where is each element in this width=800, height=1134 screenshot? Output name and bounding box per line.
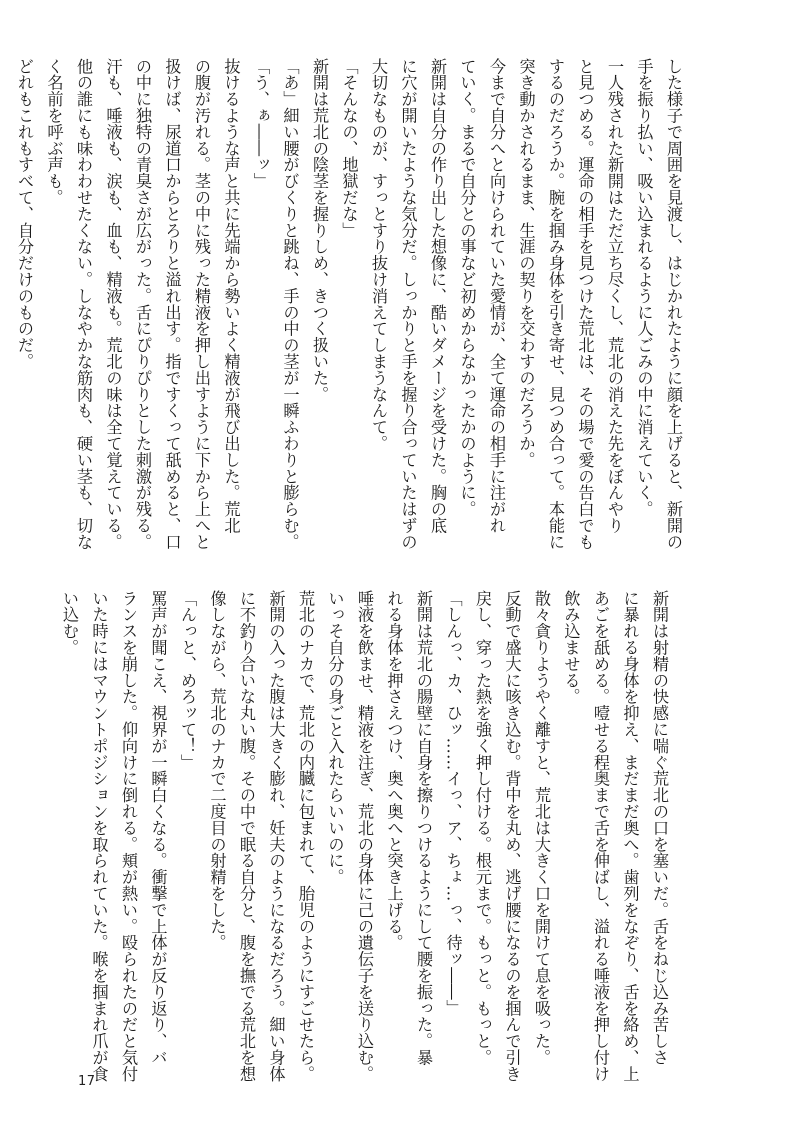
text-line: 新開は荒北の陰茎を握りしめ、きつく扱いた。 [310,58,329,403]
text-line: 新開は荒北の腸壁に自身を擦りつけるようにして腰を振った。暴 [414,590,433,1066]
text-line: ていく。まるで自分との事など初めからなかったかのように。 [457,58,477,518]
text-line: 新開は自分の作り出した想像に、酷いダメージを受けた。胸の底 [428,58,447,534]
text-line: れる身体を押さえつけ、奥へ奥へと突き上げる。 [384,590,404,951]
text-line: 新開の入った腹は大きく膨れ、妊夫のようになるだろう。細い身体 [266,590,286,1082]
text-line: あごを舐める。噎せる程奥まで舌を伸ばし、溢れる唾液を押し付け [591,590,610,1082]
text-line: く名前を呼ぶ声も。 [44,58,64,206]
text-line: 「んっと、めろッて！」 [178,590,197,771]
text-line: 戻し、穿った熱を強く押し付ける。根元まで。もっと。もっと。 [473,590,492,1066]
text-line: 像しながら、荒北のナカで二度目の射精をした。 [207,590,227,951]
text-line: の腹が汚れる。茎の中に残った精液を押し出すように下から上へと [192,58,211,550]
text-line: 「そんなの、地獄だな」 [339,58,359,239]
text-line: に暴れる身体を抑え、まだまだ奥へ。歯列をなぞり、舌を絡め、上 [620,590,640,1082]
text-line: の中に独特の青臭さが広がった。舌にぴりぴりとした刺激が残る。 [133,58,152,550]
text-line: に不釣り合いな丸い腹。その中で眠る自分と、腹を撫でる荒北を想 [237,590,256,1082]
text-line: 他の誰にも味わわせたくない。しなやかな筋肉も、硬い茎も、切な [74,58,93,550]
text-line: 反動で盛大に咳き込む。背中を丸め、逃げ腰になるのを掴んで引き [502,590,522,1082]
text-line: 散々貪りようやく離すと、荒北は大きく口を開けて息を吸った。 [532,590,551,1066]
text-line: いっそ自分の身ごと入れたらいいのに。 [325,590,345,886]
text-line: 今まで自分へと向けられていた愛情が、全て運命の相手に注がれ [487,58,506,534]
text-line: 手を振り払い、吸い込まれるように人ごみの中に消えていく。 [634,58,654,518]
text-line: 汗も、唾液も、涙も、血も、精液も。荒北の味は全て覚えている。 [103,58,123,550]
text-line: 「あ」細い腰がびくりと跳ね、手の中の茎が一瞬ふわりと膨らむ。 [280,58,300,550]
text-line: 突き動かされるまま、生涯の契りを交わすのだろうか。 [516,58,536,468]
text-line: 荒北のナカで、荒北の内臓に包まれて、胎児のようにすごせたら。 [296,590,315,1082]
text-line: した様子で周囲を見渡し、はじかれたように顔を上げると、新開の [664,58,683,550]
text-line: に穴が開いたような気分だ。しっかりと手を握り合っていたはずの [398,58,418,550]
text-line: 唾液を飲ませ、精液を注ぎ、荒北の身体に己の遺伝子を送り込む。 [355,590,374,1082]
text-line: 飲み込ませる。 [561,590,581,705]
text-line: い込む。 [60,590,79,656]
text-line: 罵声が聞こえ、視界が一瞬白くなる。衝撃で上体が反り返り、バ [148,590,168,1066]
text-line: ランスを崩した。仰向けに倒れる。頬が熱い。殴られたのだと気付 [119,590,138,1082]
page-number: 17 [78,1074,96,1089]
text-line: 扱けば、尿道口からとろりと溢れ出す。指ですくって舐めると、口 [162,58,182,550]
text-line: 「しんっ、カ、ひッ……イっ、ア、ちょ…っ、待ッ――」 [443,590,463,1017]
text-line: するのだろうか。腕を掴み身体を引き寄せ、見つめ合って。本能に [546,58,565,550]
text-line: どれもこれもすべて、自分だけのものだ。 [15,58,34,370]
text-block-upper [15,58,688,564]
text-line: 新開は射精の快感に喘ぐ荒北の口を塞いだ。舌をねじ込み苦しさ [650,590,669,1066]
text-line: と見つめる。運命の相手を見つけた荒北は、その場で愛の告白でも [575,58,595,550]
text-line: 抜けるような声と共に先端から勢いよく精液が飛び出した。荒北 [221,58,241,534]
text-line: 大切なものが、すっとすり抜け消えてしまうなんて。 [369,58,388,452]
text-line: いた時にはマウントポジションを取られていた。喉を掴まれ爪が食 [89,590,109,1082]
text-line: 「う、ぁ――ッ」 [251,58,270,190]
text-line: 一人残された新開はただ立ち尽くし、荒北の消えた先をぼんやり [605,58,624,534]
